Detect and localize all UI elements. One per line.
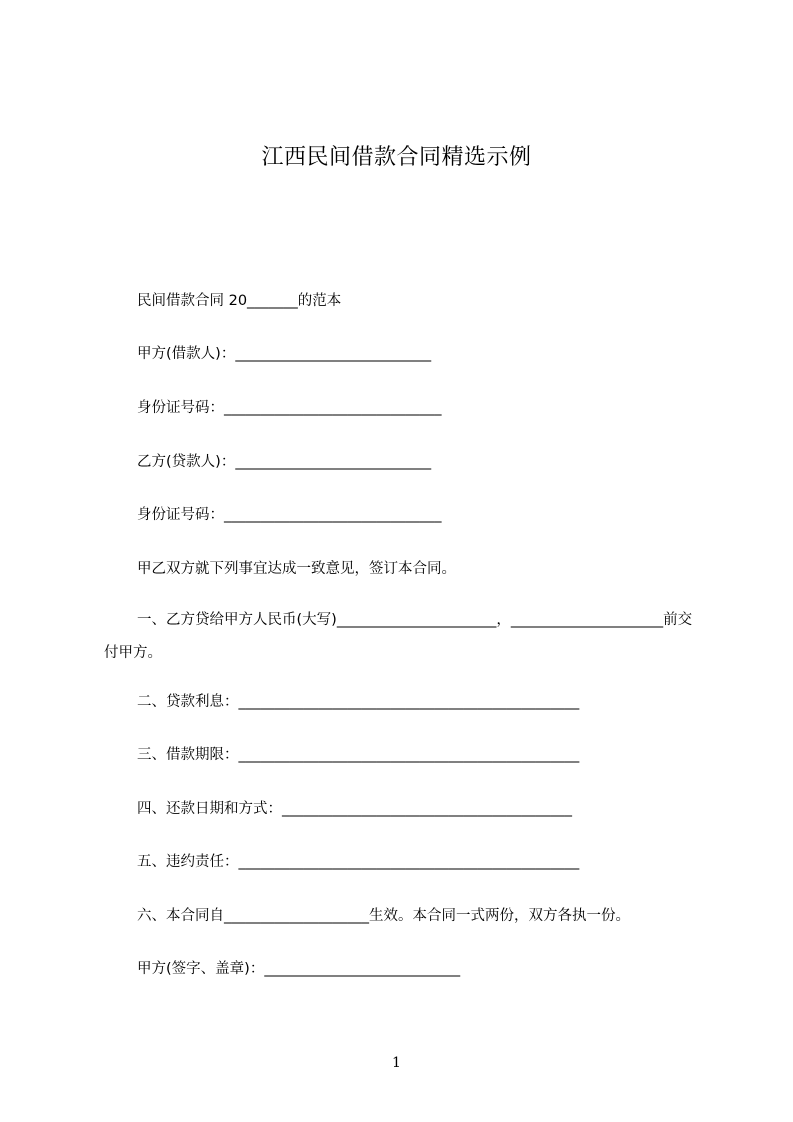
agreement-statement: 甲乙双方就下列事宜达成一致意见，签订本合同。 <box>137 561 456 577</box>
clause-6-effective: 六、本合同自____________________生效。本合同一式两份，双方各执一份。 <box>137 908 630 924</box>
party-b-id-field: 身份证号码：______________________________ <box>137 507 442 523</box>
clause-4-repayment: 四、还款日期和方式：________________________________________ <box>137 801 572 817</box>
party-a-field: 甲方(借款人)：___________________________ <box>137 346 432 362</box>
clause-5-liability: 五、违约责任：_______________________________________________ <box>137 854 580 870</box>
document-title: 江西民间借款合同精选示例 <box>261 145 532 170</box>
party-b-field: 乙方(贷款人)：___________________________ <box>137 454 432 470</box>
clause-2-interest: 二、贷款利息：_______________________________________________ <box>137 694 580 710</box>
page-number: 1 <box>392 1055 401 1071</box>
contract-subtitle: 民间借款合同 20_______的范本 <box>137 293 342 309</box>
clause-3-term: 三、借款期限：_______________________________________________ <box>137 747 580 763</box>
clause-1-loan-amount: 一、乙方贷给甲方人民币(大写)______________________，_____________________前交付甲方。 <box>104 612 693 661</box>
party-a-signature-field: 甲方(签字、盖章)：___________________________ <box>137 961 461 977</box>
party-a-id-field: 身份证号码：______________________________ <box>137 400 442 416</box>
